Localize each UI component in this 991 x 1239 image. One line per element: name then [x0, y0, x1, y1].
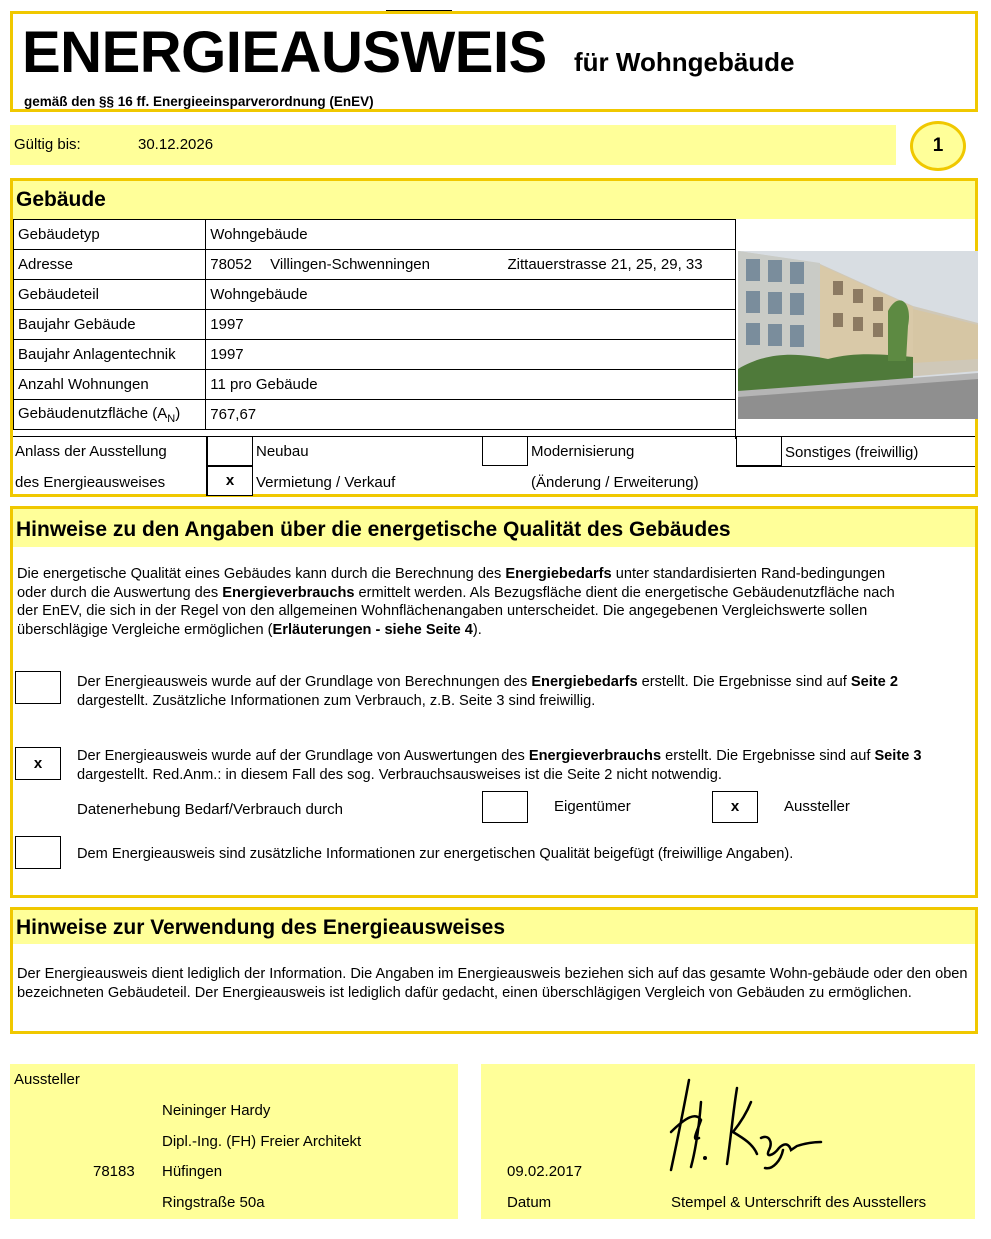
handwritten-signature — [661, 1072, 831, 1172]
area-label-close: ) — [175, 404, 181, 422]
issue-date: 09.02.2017 — [507, 1163, 583, 1180]
validity-label: Gültig bis: — [14, 136, 81, 153]
building-data-table — [13, 219, 736, 430]
building-title-bar — [13, 181, 975, 219]
vermietung-label: Vermietung / Verkauf — [256, 474, 396, 491]
sonstiges-label: Sonstiges (freiwillig) — [785, 444, 919, 461]
usage-section — [10, 907, 978, 1034]
sonstiges-checkbox[interactable] — [736, 436, 782, 466]
issuer-city: Hüfingen — [162, 1163, 223, 1180]
regulation-line: gemäß den §§ 16 ff. Energieeinsparverordnung (EnEV) — [24, 94, 374, 109]
building-photo — [738, 251, 978, 419]
building-section-title: Gebäude — [16, 188, 106, 211]
consumption-based-text — [77, 747, 957, 784]
row-label: Baujahr Anlagentechnik — [14, 340, 206, 370]
address-city: Villingen-Schwenningen — [270, 256, 430, 273]
option1-text-3: dargestellt. Zusätzliche Informationen zum Verbrauch, z.B. Seite 3 sind freiwillig. — [77, 692, 596, 709]
table-row — [14, 250, 736, 280]
option1-bold-2: Seite 2 — [850, 674, 898, 690]
notes-section — [10, 506, 978, 898]
table-row — [14, 340, 736, 370]
validity-date: 30.12.2026 — [138, 136, 214, 153]
address-zip: 78052 — [210, 256, 252, 273]
area-label-text: Gebäudenutzfläche (A — [18, 404, 168, 422]
building-photo-illustration — [738, 251, 978, 419]
address-cell — [206, 250, 736, 280]
row-label: Adresse — [14, 250, 206, 280]
row-value: 11 pro Gebäude — [206, 370, 736, 400]
issuer-box — [10, 1064, 458, 1219]
option2-text-3: dargestellt. Red.Anm.: in diesem Fall des sog. Verbrauchsausweises ist die Seite 2 nicht notwendig. — [77, 766, 722, 783]
option2-text-1: Der Energieausweis wurde auf der Grundlage von Auswertungen des — [77, 748, 529, 764]
intro-bold-1: Energiebedarfs — [505, 566, 612, 582]
page-number: 1 — [932, 135, 944, 156]
option2-text-2: erstellt. Die Ergebnisse sind auf — [661, 748, 875, 764]
option1-text-1: Der Energieausweis wurde auf der Grundlage von Berechnungen des — [77, 674, 532, 690]
issuer-title: Dipl.-Ing. (FH) Freier Architekt — [162, 1133, 362, 1150]
intro-bold-2: Energieverbrauchs — [222, 584, 355, 601]
modernisierung-label: Modernisierung — [531, 443, 635, 460]
intro-text-2: unter standardisierten Rand-bedingungen oder durch die Auswertung des — [17, 566, 886, 601]
row-value: 1997 — [206, 340, 736, 370]
page-number-badge — [910, 121, 966, 171]
row-label: Gebäudetyp — [14, 220, 206, 250]
occasion-label-2: des Energieausweises — [15, 474, 166, 491]
data-collection-label: Datenerhebung Bedarf/Verbrauch durch — [77, 801, 344, 818]
table-row — [14, 400, 736, 430]
table-row — [14, 220, 736, 250]
issuer-checkbox[interactable]: x — [712, 791, 758, 823]
table-row — [14, 280, 736, 310]
signature-label: Stempel & Unterschrift des Ausstellers — [671, 1194, 927, 1211]
intro-bold-3: Erläuterungen - siehe Seite 4 — [272, 621, 473, 638]
area-label-sub: N — [167, 412, 176, 425]
notes-section-title: Hinweise zu den Angaben über die energetische Qualität des Gebäudes — [16, 518, 731, 541]
validity-bar — [10, 125, 896, 165]
row-value: 767,67 — [206, 400, 736, 430]
option2-bold-2: Seite 3 — [874, 748, 922, 764]
demand-based-text — [77, 673, 957, 710]
row-value: 1997 — [206, 310, 736, 340]
row-value: Wohngebäude — [206, 280, 736, 310]
table-row — [14, 370, 736, 400]
intro-text-1: Die energetische Qualität eines Gebäudes kann durch die Berechnung des — [17, 566, 506, 582]
intro-text-3: ermittelt werden. Als Bezugsfläche dient die energetische Gebäudenutzfläche nach der EnEV, die sich in der Regel von den allgemeinen Wohnflächenangaben unterscheidet. Die angegebenen Vergleichswerte sollen überschlägige Vergleiche ermöglichen ( — [17, 584, 895, 638]
vermietung-checkbox[interactable]: x — [207, 466, 253, 496]
issuer-name: Neininger Hardy — [162, 1102, 271, 1119]
notes-intro — [17, 565, 917, 639]
issuer-zip: 78183 — [93, 1163, 135, 1180]
issuer-street: Ringstraße 50a — [162, 1194, 265, 1211]
building-section — [10, 178, 978, 497]
modernisierung-checkbox[interactable] — [482, 436, 528, 466]
modernisierung-sublabel: (Änderung / Erweiterung) — [531, 474, 699, 491]
row-label: Gebäudeteil — [14, 280, 206, 310]
sonstiges-line — [736, 466, 975, 467]
occasion-label-1: Anlass der Ausstellung — [15, 443, 167, 460]
usage-section-title: Hinweise zur Verwendung des Energieausweises — [16, 916, 506, 939]
signature-box — [481, 1064, 975, 1219]
row-label: Anzahl Wohnungen — [14, 370, 206, 400]
table-row — [14, 310, 736, 340]
photo-frame-line — [735, 219, 736, 439]
option1-text-2: erstellt. Die Ergebnisse sind auf — [637, 674, 851, 690]
intro-text-4: ). — [472, 621, 482, 638]
document-subtitle: für Wohngebäude — [574, 47, 795, 77]
usage-text: Der Energieausweis dient lediglich der Information. Die Angaben im Energieausweis beziehen sich auf das gesamte Wohn-gebäude oder den oben bezeichneten Gebäudeteil. Der Energieausweis ist lediglich dafür gedacht, einen überschlägigen Vergleich von Gebäuden zu ermöglichen. — [17, 966, 968, 1001]
address-street: Zittauerstrasse 21, 25, 29, 33 — [507, 256, 703, 273]
option1-bold-1: Energiebedarfs — [531, 674, 638, 690]
consumption-based-checkbox[interactable]: x — [15, 747, 61, 780]
date-label: Datum — [507, 1194, 552, 1211]
issuer-option-label: Aussteller — [784, 798, 850, 815]
neubau-label: Neubau — [256, 443, 309, 460]
row-label: Baujahr Gebäude — [14, 310, 206, 340]
additional-info-text: Dem Energieausweis sind zusätzliche Informationen zur energetischen Qualität beigefügt (freiwillige Angaben). — [77, 846, 794, 862]
neubau-checkbox[interactable] — [207, 436, 253, 466]
demand-based-checkbox[interactable] — [15, 671, 61, 704]
area-label — [14, 400, 206, 430]
document-title: ENERGIEAUSWEIS — [22, 20, 547, 85]
header-box — [10, 11, 978, 112]
additional-info-checkbox[interactable] — [15, 836, 61, 869]
owner-label: Eigentümer — [554, 798, 631, 815]
issuer-label: Aussteller — [14, 1071, 80, 1088]
row-value: Wohngebäude — [206, 220, 736, 250]
owner-checkbox[interactable] — [482, 791, 528, 823]
option2-bold-1: Energieverbrauchs — [528, 748, 662, 764]
